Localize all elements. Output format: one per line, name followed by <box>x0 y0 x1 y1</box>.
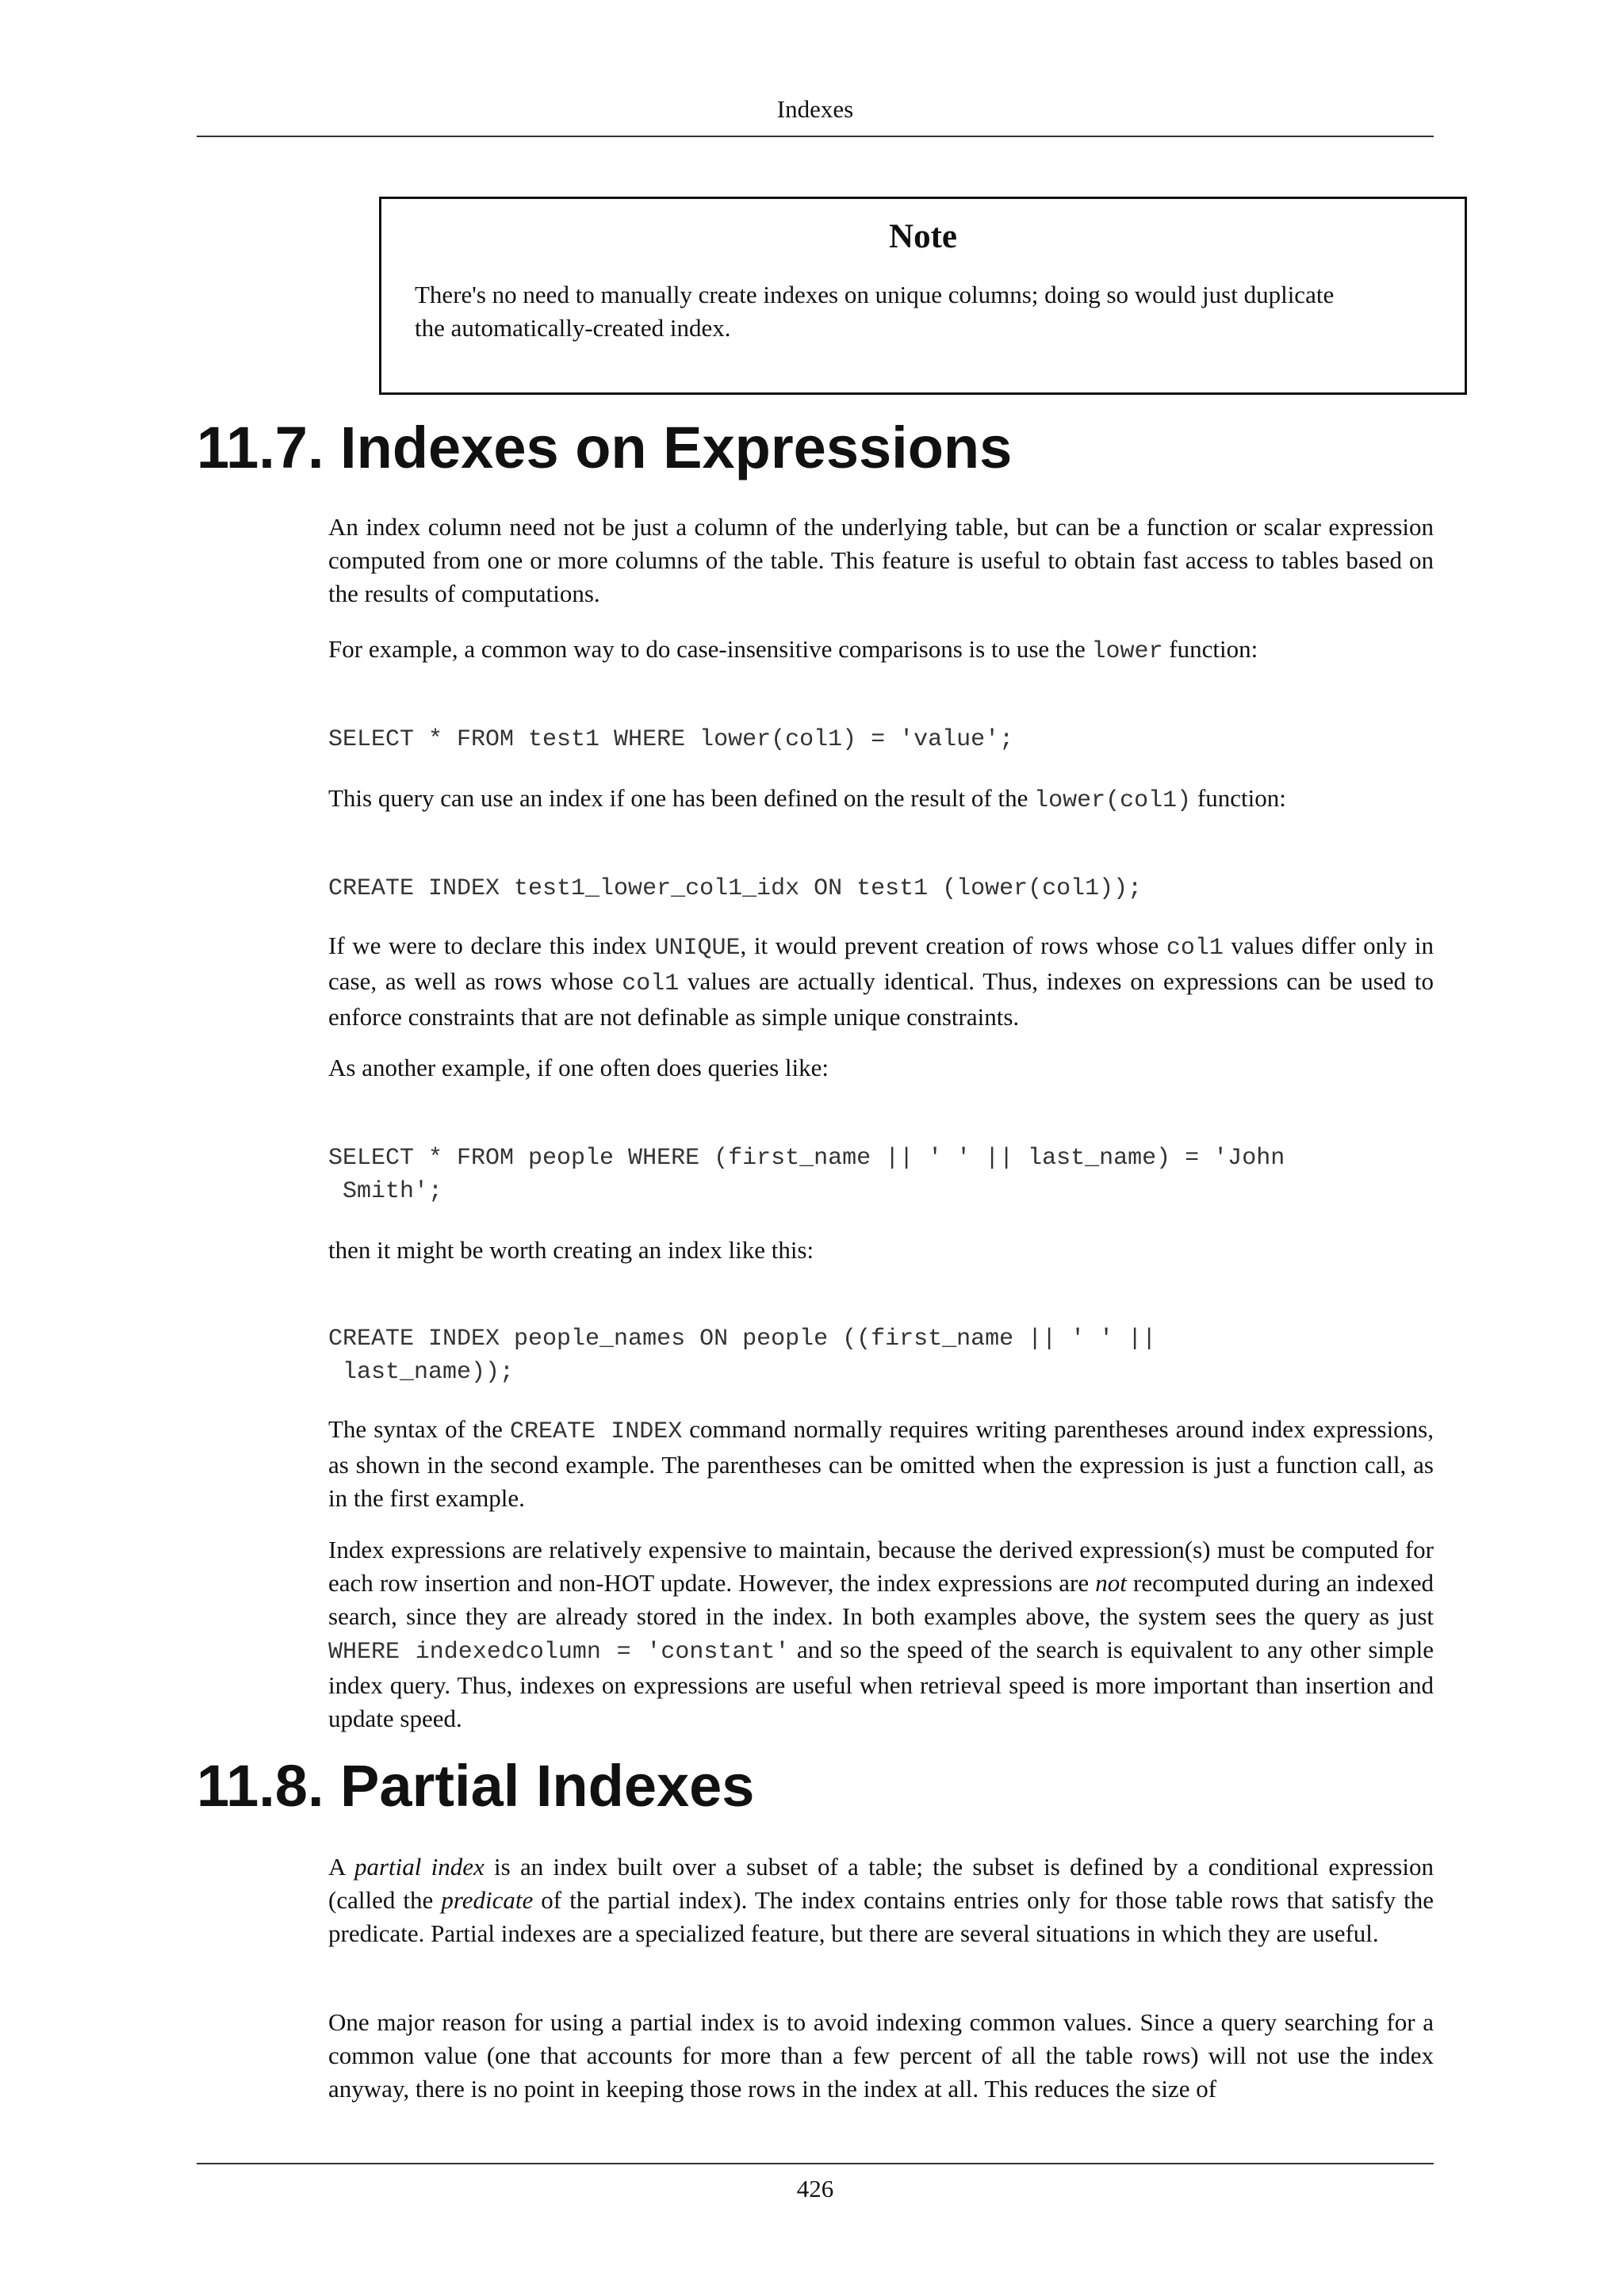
text-span: function: <box>1191 784 1286 812</box>
note-text-line-1: There's no need to manually create indexes on unique columns; doing so would just duplicate <box>415 281 1335 308</box>
text-span: If we were to declare this index <box>328 932 655 959</box>
paragraph-partial-index-reason <box>328 2006 1434 2106</box>
code-text: SELECT * FROM people WHERE (first_name || ' ' || last_name) = 'John Smith'; <box>328 1145 1285 1205</box>
emphasis-text: partial index <box>354 1853 485 1881</box>
text-span: , it would prevent creation of rows whose <box>740 932 1166 959</box>
paragraph-text: As another example, if one often does queries like: <box>328 1054 829 1081</box>
text-span: recomputed during an indexed search, since they are already stored in the index. In both examples above, the system sees the query as just <box>328 1569 1434 1630</box>
paragraph-create-index-syntax <box>328 1413 1434 1515</box>
text-span: values are actually identical. Thus, indexes on expressions can be used to enforce constraints that are not definable as simple unique constraints. <box>328 967 1434 1031</box>
footer-rule <box>197 2163 1434 2164</box>
text-span: is an index built over a subset of a table; the subset is defined by a conditional expression (called the <box>328 1853 1434 1914</box>
section-heading-11-7: 11.7. Indexes on Expressions <box>197 415 1013 480</box>
inline-code: col1 <box>1166 935 1224 962</box>
paragraph-unique-index <box>328 929 1434 1034</box>
emphasis-text: predicate <box>441 1886 534 1914</box>
text-span: and so the speed of the search is equivalent to any other simple index query. Thus, indexes on expressions are useful when retrieval speed is more important than insertion and update speed. <box>328 1636 1434 1732</box>
text-span: values differ only in case, as well as rows whose <box>328 932 1434 995</box>
section-heading-11-8: 11.8. Partial Indexes <box>197 1753 755 1819</box>
inline-code: col1 <box>622 970 680 997</box>
note-text-line-2: the automatically-created index. <box>415 314 731 342</box>
code-block-select-lower <box>328 723 1434 756</box>
code-text: CREATE INDEX people_names ON people ((first_name || ' ' || last_name)); <box>328 1326 1157 1386</box>
note-title: Note <box>889 218 957 255</box>
code-text: CREATE INDEX test1_lower_col1_idx ON test1 (lower(col1)); <box>328 875 1143 902</box>
inline-code: lower <box>1091 638 1163 665</box>
paragraph-query-can-use-index <box>328 782 1434 817</box>
text-span: The syntax of the <box>328 1415 510 1443</box>
paragraph-partial-index-definition <box>328 1850 1434 1950</box>
inline-code: WHERE indexedcolumn = 'constant' <box>328 1639 790 1666</box>
code-text: SELECT * FROM test1 WHERE lower(col1) = 'value'; <box>328 726 1014 753</box>
page-number: 426 <box>796 2175 834 2202</box>
code-block-select-people <box>328 1142 1434 1208</box>
paragraph-text: then it might be worth creating an index like this: <box>328 1236 814 1264</box>
text-span: Index expressions are relatively expensive to maintain, because the derived expression(s) must be computed for each row insertion and non-HOT update. However, the index expressions are <box>328 1536 1434 1597</box>
paragraph-worth-creating <box>328 1234 1434 1267</box>
note-text <box>415 278 1431 345</box>
paragraph-index-expressions-cost <box>328 1533 1434 1735</box>
text-span: function: <box>1162 635 1258 663</box>
running-header: Indexes <box>776 95 854 123</box>
code-block-create-index-lower <box>328 872 1434 905</box>
note-box <box>379 197 1467 395</box>
paragraph-text: An index column need not be just a column of the underlying table, but can be a function or scalar expression computed from one or more columns of the table. This feature is useful to obtain fast access to tables based on the results of computations. <box>328 513 1434 607</box>
header-rule <box>197 136 1434 137</box>
paragraph-text: One major reason for using a partial index is to avoid indexing common values. Since a query searching for a common value (one that accounts for more than a few percent of all the table rows) will not use the index anyway, there is no point in keeping those rows in the index at all. This reduces the size of <box>328 2008 1434 2103</box>
text-span: This query can use an index if one has been defined on the result of the <box>328 784 1035 812</box>
inline-code: lower(col1) <box>1034 787 1192 814</box>
text-span: A <box>328 1853 354 1881</box>
inline-code: UNIQUE <box>654 935 741 962</box>
text-span: of the partial index). The index contains entries only for those table rows that satisfy the predicate. Partial indexes are a specialized feature, but there are several situations in which they are useful. <box>328 1886 1434 1947</box>
inline-code: CREATE INDEX <box>509 1418 683 1445</box>
paragraph-index-expressions-intro <box>328 511 1434 610</box>
code-block-create-index-people <box>328 1322 1434 1389</box>
text-span: command normally requires writing parentheses around index expressions, as shown in the second example. The parentheses can be omitted when the expression is just a function call, as in the first example. <box>328 1415 1434 1512</box>
emphasis-text: not <box>1095 1569 1127 1597</box>
text-span: For example, a common way to do case-insensitive comparisons is to use the <box>328 635 1092 663</box>
paragraph-lower-example <box>328 633 1434 668</box>
paragraph-another-example <box>328 1051 1434 1085</box>
